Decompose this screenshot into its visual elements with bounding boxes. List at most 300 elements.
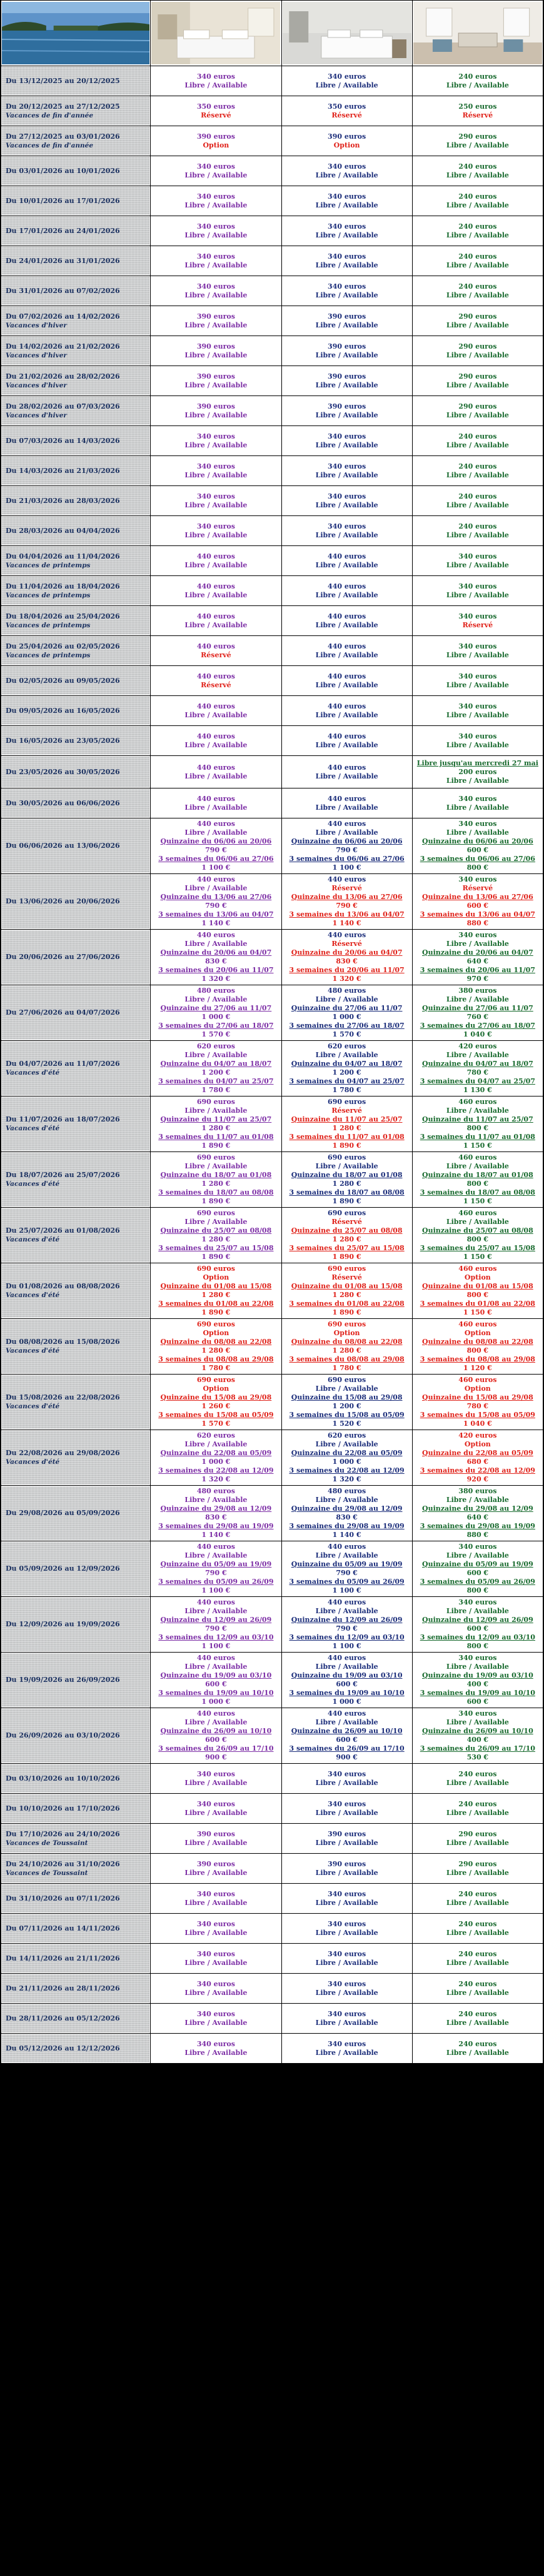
price-text: 240 euros [458,162,497,171]
stay-package-link[interactable]: Quinzaine du 25/07 au 08/08 [422,1226,533,1235]
stay-package-link[interactable]: 3 semaines du 18/07 au 08/08 [158,1188,274,1196]
price-text: 340 euros [328,1889,366,1898]
stay-package-link[interactable]: Quinzaine du 27/06 au 11/07 [291,1004,403,1012]
livingroom-photo-cell[interactable] [413,1,543,66]
stay-package-link[interactable]: 3 semaines du 25/07 au 15/08 [158,1244,274,1252]
room-1-cell [151,985,281,1040]
bedroom-photo[interactable] [151,2,280,64]
status-text: 790 € [336,1569,358,1577]
status-text: Libre / Available [184,1106,248,1115]
price-text: 440 euros [328,672,366,680]
room-1-cell [151,1597,281,1652]
room-1-cell [151,336,281,366]
price-text: 690 euros [196,1209,235,1217]
stay-package-link[interactable]: 3 semaines du 11/07 au 01/08 [158,1133,274,1141]
status-text: 400 € [466,1680,489,1688]
stay-package-link[interactable]: 3 semaines du 06/06 au 27/06 [158,855,274,863]
stay-package-link[interactable]: Quinzaine du 05/09 au 19/09 [291,1560,403,1568]
price-text: 440 euros [196,552,235,560]
status-text: Option [203,1273,229,1281]
room-2-cell [282,1914,412,1943]
bedroom2-photo[interactable] [283,2,411,64]
status-text: Libre / Available [446,261,509,269]
row-period-note: Vacances de printemps [6,651,91,659]
stay-package-link[interactable]: 3 semaines du 01/08 au 22/08 [158,1300,274,1308]
price-text: 290 euros [458,1829,497,1838]
room-2-cell [282,516,412,545]
stay-package-link[interactable]: Quinzaine du 26/09 au 10/10 [291,1727,403,1735]
status-text: Libre / Available [446,1988,509,1997]
lake-photo-cell[interactable] [1,1,150,66]
stay-package-link[interactable]: Quinzaine du 27/06 au 11/07 [160,1004,272,1012]
status-text: 1 000 € [332,1013,361,1021]
stay-package-link[interactable]: Quinzaine du 08/08 au 22/08 [422,1338,533,1346]
table-row [1,1597,543,1652]
status-text: 1 570 € [332,1030,361,1038]
status-text: Libre / Available [184,1958,248,1967]
status-text: Libre / Available [446,1218,509,1226]
price-text: 620 euros [196,1431,235,1440]
table-row [1,2034,543,2063]
room-2-cell [282,985,412,1040]
status-text: Libre / Available [446,231,509,239]
room-2-cell [282,756,412,788]
stay-package-link[interactable]: Quinzaine du 18/07 au 01/08 [422,1171,533,1179]
row-date-range: Du 25/07/2026 au 01/08/2026 [6,1226,120,1235]
row-date-range: Du 08/08/2026 au 15/08/2026 [6,1338,120,1346]
status-text: Libre / Available [446,650,509,659]
row-date-range: Du 04/07/2026 au 11/07/2026 [6,1060,120,1068]
stay-package-link[interactable]: Quinzaine du 01/08 au 15/08 [291,1282,403,1290]
stay-package-link[interactable]: Quinzaine du 25/07 au 08/08 [160,1226,272,1235]
stay-package-link[interactable]: 3 semaines du 27/06 au 18/07 [420,1022,535,1030]
room-2-cell [282,1263,412,1318]
room-1-cell [151,1486,281,1541]
room-1-cell [151,1854,281,1883]
price-text: 440 euros [328,1543,366,1551]
stay-package-link[interactable]: 3 semaines du 11/07 au 01/08 [420,1133,535,1141]
row-date-label [1,186,150,216]
status-text: 640 € [466,1513,489,1521]
status-text: 800 € [466,1346,489,1355]
stay-package-link[interactable]: 3 semaines du 29/08 au 19/09 [158,1522,274,1530]
price-text: 340 euros [458,642,497,650]
stay-package-link[interactable]: 3 semaines du 19/09 au 10/10 [289,1689,405,1697]
room-1-cell [151,1794,281,1823]
price-text: 240 euros [458,72,497,81]
stay-package-link[interactable]: 3 semaines du 26/09 au 17/10 [158,1744,274,1753]
stay-package-link[interactable]: 3 semaines du 29/08 au 19/09 [289,1522,405,1530]
price-text: 340 euros [196,1889,235,1898]
stay-package-link[interactable]: 3 semaines du 25/07 au 15/08 [420,1244,535,1252]
stay-package-link[interactable]: 3 semaines du 08/08 au 29/08 [420,1355,535,1363]
stay-package-link[interactable]: 3 semaines du 01/08 au 22/08 [420,1300,535,1308]
status-text: Libre / Available [315,1551,378,1559]
status-text: Libre / Available [315,560,378,569]
price-text: 620 euros [328,1431,366,1440]
stay-package-link[interactable]: 3 semaines du 22/08 au 12/09 [289,1466,405,1474]
row-date-label [1,636,150,665]
price-text: 240 euros [458,462,497,470]
status-text: Libre / Available [315,1808,378,1817]
stay-package-link[interactable]: 3 semaines du 05/09 au 26/09 [289,1578,405,1586]
stay-package-link[interactable]: 3 semaines du 18/07 au 08/08 [420,1188,535,1196]
stay-package-link[interactable]: Quinzaine du 06/06 au 20/06 [422,837,533,845]
status-text: 680 € [466,1458,489,1466]
stay-package-link[interactable]: 3 semaines du 15/08 au 05/09 [289,1411,405,1419]
stay-package-link[interactable]: Quinzaine du 05/09 au 19/09 [160,1560,272,1568]
stay-package-link[interactable]: 3 semaines du 27/06 au 18/07 [289,1022,405,1030]
status-text: Libre / Available [446,1051,509,1059]
stay-package-link[interactable]: 3 semaines du 20/06 au 11/07 [158,966,274,974]
price-text: 340 euros [458,1598,497,1606]
stay-package-link[interactable]: Quinzaine du 13/06 au 27/06 [291,893,403,901]
stay-package-link[interactable]: Quinzaine du 29/08 au 12/09 [422,1504,533,1513]
row-period-note: Vacances d'hiver [6,381,67,389]
price-text: 440 euros [328,931,366,939]
status-text: 600 € [336,1680,358,1688]
stay-package-link[interactable]: Quinzaine du 06/06 au 20/06 [160,837,272,845]
stay-package-link[interactable]: 3 semaines du 04/07 au 25/07 [158,1077,274,1085]
stay-package-link[interactable]: 3 semaines du 13/06 au 04/07 [420,910,535,918]
room-1-cell [151,576,281,605]
stay-package-link[interactable]: Quinzaine du 15/08 au 29/08 [291,1393,403,1401]
stay-package-link[interactable]: Quinzaine du 29/08 au 12/09 [160,1504,272,1513]
price-text: 340 euros [196,1949,235,1958]
stay-package-link[interactable]: 3 semaines du 06/06 au 27/06 [289,855,405,863]
status-text: Libre / Available [446,351,509,359]
status-text: Libre / Available [184,740,248,749]
row-date-range: Du 27/12/2025 au 03/01/2026 [6,132,120,141]
price-text: 350 euros [328,102,366,111]
room-3-cell [413,2034,543,2063]
status-text: 600 € [466,1624,489,1633]
stay-package-link[interactable]: Quinzaine du 08/08 au 22/08 [160,1338,272,1346]
status-text: Option [464,1273,491,1281]
stay-package-link[interactable]: 3 semaines du 25/07 au 15/08 [289,1244,405,1252]
table-row [1,1041,543,1096]
lake-photo[interactable] [2,2,149,64]
status-text: 790 € [336,902,358,910]
status-text: Libre / Available [184,410,248,419]
stay-package-link[interactable]: Quinzaine du 15/08 au 29/08 [160,1393,272,1401]
stay-package-link[interactable]: Quinzaine du 19/09 au 03/10 [160,1671,272,1679]
status-text: 1 140 € [332,1531,361,1539]
room-2-cell [282,546,412,575]
price-text: 390 euros [328,1859,366,1868]
row-date-range: Du 01/08/2026 au 08/08/2026 [6,1282,120,1290]
row-date-range: Du 02/05/2026 au 09/05/2026 [6,676,120,685]
row-date-label [1,1653,150,1708]
price-text: 340 euros [196,72,235,81]
status-text: Réservé [201,111,231,119]
stay-package-link[interactable]: Quinzaine du 18/07 au 01/08 [291,1171,403,1179]
status-text: Option [464,1440,491,1448]
room-3-cell [413,1764,543,1793]
status-text: Réservé [201,650,231,659]
status-text: 1 000 € [201,1013,231,1021]
price-text: 340 euros [328,72,366,81]
room-3-cell [413,788,543,818]
status-text: Libre / Available [446,776,509,785]
price-text: 240 euros [458,1949,497,1958]
status-text: Libre / Available [446,1838,509,1847]
room-3-cell [413,126,543,156]
stay-package-link[interactable]: Quinzaine du 13/06 au 27/06 [422,893,533,901]
price-text: 340 euros [458,1654,497,1662]
room-2-cell [282,2034,412,2063]
room-1-cell [151,726,281,755]
stay-package-link[interactable]: Quinzaine du 27/06 au 11/07 [422,1004,533,1012]
stay-package-link[interactable]: Quinzaine du 26/09 au 10/10 [160,1727,272,1735]
price-text: 440 euros [196,794,235,803]
status-text: Libre / Available [446,500,509,509]
stay-package-link[interactable]: Quinzaine du 22/08 au 05/09 [291,1449,403,1457]
stay-package-link[interactable]: 3 semaines du 22/08 au 12/09 [420,1466,535,1474]
price-text: 690 euros [196,1153,235,1161]
status-text: Libre / Available [184,1718,248,1726]
room-3-cell [413,366,543,395]
price-text: 240 euros [458,492,497,500]
stay-package-link[interactable]: Quinzaine du 19/09 au 03/10 [291,1671,403,1679]
status-text: 1 320 € [201,975,231,983]
row-date-range: Du 05/09/2026 au 12/09/2026 [6,1564,120,1573]
room-2-cell [282,1152,412,1207]
room-1-cell [151,666,281,695]
status-text: Libre / Available [184,772,248,780]
row-date-range: Du 15/08/2026 au 22/08/2026 [6,1393,120,1401]
price-text: 440 euros [328,875,366,883]
bedroom-photo-cell[interactable] [151,1,281,66]
room-3-cell [413,426,543,455]
stay-package-link[interactable]: Quinzaine du 13/06 au 27/06 [160,893,272,901]
stay-package-link[interactable]: Quinzaine du 01/08 au 15/08 [160,1282,272,1290]
status-text: Libre / Available [315,1162,378,1170]
stay-package-link[interactable]: 3 semaines du 12/09 au 03/10 [158,1633,274,1641]
price-text: 460 euros [458,1098,497,1106]
room-1-cell [151,276,281,306]
row-date-range: Du 04/04/2026 au 11/04/2026 [6,552,120,560]
row-period-note: Vacances d'été [6,1125,60,1132]
room-3-cell [413,1914,543,1943]
row-date-label [1,788,150,818]
stay-package-link[interactable]: 3 semaines du 12/09 au 03/10 [420,1633,535,1641]
status-text: Libre / Available [446,828,509,837]
stay-package-link[interactable]: 3 semaines du 26/09 au 17/10 [420,1744,535,1753]
stay-package-link[interactable]: 3 semaines du 15/08 au 05/09 [158,1411,274,1419]
stay-package-link[interactable]: 3 semaines du 18/07 au 08/08 [289,1188,405,1196]
stay-package-link[interactable]: Quinzaine du 22/08 au 05/09 [160,1449,272,1457]
price-text: 340 euros [458,794,497,803]
stay-package-link[interactable]: Quinzaine du 20/06 au 04/07 [160,948,272,957]
table-row [1,1430,543,1485]
stay-package-link[interactable]: Quinzaine du 12/09 au 26/09 [291,1616,403,1624]
stay-package-link[interactable]: 3 semaines du 05/09 au 26/09 [420,1578,535,1586]
status-text: 1 100 € [201,1586,231,1594]
status-text: Libre / Available [184,291,248,299]
status-text: Libre / Available [184,500,248,509]
stay-package-link[interactable]: Quinzaine du 15/08 au 29/08 [422,1393,533,1401]
price-text: 340 euros [328,522,366,530]
stay-package-link[interactable]: 3 semaines du 26/09 au 17/10 [289,1744,405,1753]
status-text: Libre / Available [315,1928,378,1937]
status-text: 1 000 € [332,1698,361,1706]
room-2-cell [282,396,412,425]
stay-package-link[interactable]: Quinzaine du 11/07 au 25/07 [160,1115,272,1123]
room-2-cell [282,1944,412,1973]
price-text: 240 euros [458,2009,497,2018]
room-3-cell [413,756,543,788]
stay-package-link[interactable]: 3 semaines du 06/06 au 27/06 [420,855,535,863]
stay-package-link[interactable]: 3 semaines du 15/08 au 05/09 [420,1411,535,1419]
row-period-note: Vacances de fin d'année [6,141,94,149]
room-1-cell [151,156,281,186]
table-row [1,1208,543,1263]
stay-package-link[interactable]: Quinzaine du 29/08 au 12/09 [291,1504,403,1513]
status-text: Libre / Available [446,1868,509,1877]
price-text: 390 euros [328,342,366,351]
stay-package-link[interactable]: Quinzaine du 26/09 au 10/10 [422,1727,533,1735]
room-2-cell [282,1794,412,1823]
room-2-cell [282,1764,412,1793]
room-2-cell [282,216,412,246]
stay-package-link[interactable]: Quinzaine du 06/06 au 20/06 [291,837,403,845]
room-2-cell [282,186,412,216]
status-text: 1 780 € [201,1364,231,1372]
stay-package-link[interactable]: 3 semaines du 12/09 au 03/10 [289,1633,405,1641]
row-date-range: Du 14/03/2026 au 21/03/2026 [6,466,120,475]
status-text: Option [203,1385,229,1393]
table-row [1,606,543,635]
price-text: 240 euros [458,2039,497,2048]
price-text: 390 euros [196,342,235,351]
stay-package-link[interactable]: 3 semaines du 11/07 au 01/08 [289,1133,405,1141]
room-1-cell [151,1208,281,1263]
stay-package-link[interactable]: Quinzaine du 01/08 au 15/08 [422,1282,533,1290]
stay-package-link[interactable]: 3 semaines du 13/06 au 04/07 [158,910,274,918]
room-3-cell [413,2004,543,2033]
stay-package-link[interactable]: 3 semaines du 20/06 au 11/07 [420,966,535,974]
row-date-label [1,1152,150,1207]
status-text: 1 000 € [201,1698,231,1706]
status-text: Libre / Available [315,740,378,749]
stay-package-link[interactable]: Quinzaine du 11/07 au 25/07 [422,1115,533,1123]
row-date-label [1,2034,150,2063]
stay-package-link[interactable]: Quinzaine du 20/06 au 04/07 [291,948,403,957]
stay-package-link[interactable]: 3 semaines du 04/07 au 25/07 [420,1077,535,1085]
stay-package-link[interactable]: 3 semaines du 22/08 au 12/09 [158,1466,274,1474]
stay-package-link[interactable]: Quinzaine du 04/07 au 18/07 [422,1060,533,1068]
status-text: 600 € [466,1698,489,1706]
stay-package-link[interactable]: Quinzaine du 05/09 au 19/09 [422,1560,533,1568]
stay-package-link[interactable]: Quinzaine du 19/09 au 03/10 [422,1671,533,1679]
price-text: 290 euros [458,372,497,380]
room-3-cell [413,516,543,545]
price-text: 340 euros [328,282,366,291]
room-3-cell [413,1794,543,1823]
stay-package-link[interactable]: 3 semaines du 20/06 au 11/07 [289,966,405,974]
room-3-cell [413,696,543,725]
stay-package-link[interactable]: Libre jusqu'au mercredi 27 mai [416,758,538,767]
stay-package-link[interactable]: 3 semaines du 19/09 au 10/10 [158,1689,274,1697]
row-date-label [1,276,150,306]
row-date-label [1,606,150,635]
stay-package-link[interactable]: 3 semaines du 01/08 au 22/08 [289,1300,405,1308]
room-3-cell [413,66,543,96]
row-period-note: Vacances d'été [6,1069,60,1077]
livingroom-photo[interactable] [413,2,542,64]
room-3-cell [413,396,543,425]
table-row [1,1708,543,1763]
room-3-cell [413,1319,543,1374]
table-row [1,516,543,545]
stay-package-link[interactable]: Quinzaine du 22/08 au 05/09 [422,1449,533,1457]
row-date-range: Du 10/01/2026 au 17/01/2026 [6,196,120,205]
price-text: 440 euros [196,582,235,590]
stay-package-link[interactable]: Quinzaine du 11/07 au 25/07 [291,1115,403,1123]
stay-package-link[interactable]: 3 semaines du 19/09 au 10/10 [420,1689,535,1697]
status-text: 790 € [336,1624,358,1633]
row-period-note: Vacances de Toussaint [6,1869,88,1877]
price-text: 440 euros [196,1654,235,1662]
table-row [1,696,543,725]
table-row [1,636,543,665]
price-text: 440 euros [328,612,366,620]
stay-package-link[interactable]: Quinzaine du 12/09 au 26/09 [422,1616,533,1624]
room-1-cell [151,1708,281,1763]
stay-package-link[interactable]: Quinzaine du 25/07 au 08/08 [291,1226,403,1235]
table-row [1,276,543,306]
status-text: Libre / Available [446,530,509,539]
room-3-cell [413,1597,543,1652]
stay-package-link[interactable]: Quinzaine du 12/09 au 26/09 [160,1616,272,1624]
status-text: Libre / Available [446,995,509,1003]
stay-package-link[interactable]: 3 semaines du 13/06 au 04/07 [289,910,405,918]
stay-package-link[interactable]: Quinzaine du 04/07 au 18/07 [160,1060,272,1068]
status-text: 800 € [466,1642,489,1650]
price-text: 340 euros [458,931,497,939]
stay-package-link[interactable]: 3 semaines du 27/06 au 18/07 [158,1022,274,1030]
room-2-cell [282,636,412,665]
price-text: 440 euros [196,732,235,740]
status-text: 1 280 € [201,1235,231,1243]
status-text: Libre / Available [446,1778,509,1787]
stay-package-link[interactable]: 3 semaines du 04/07 au 25/07 [289,1077,405,1085]
row-period-note: Vacances d'été [6,1403,60,1410]
row-date-label [1,1708,150,1763]
room-2-cell [282,1097,412,1151]
price-text: 290 euros [458,402,497,410]
room-2-cell [282,666,412,695]
row-date-range: Du 31/10/2026 au 07/11/2026 [6,1894,120,1902]
stay-package-link[interactable]: Quinzaine du 04/07 au 18/07 [291,1060,403,1068]
stay-package-link[interactable]: 3 semaines du 29/08 au 19/09 [420,1522,535,1530]
stay-package-link[interactable]: 3 semaines du 05/09 au 26/09 [158,1578,274,1586]
row-date-range: Du 28/02/2026 au 07/03/2026 [6,402,120,410]
bedroom2-photo-cell[interactable] [282,1,412,66]
stay-package-link[interactable]: Quinzaine du 18/07 au 01/08 [160,1171,272,1179]
stay-package-link[interactable]: 3 semaines du 08/08 au 29/08 [289,1355,405,1363]
row-date-label [1,1486,150,1541]
row-date-range: Du 14/02/2026 au 21/02/2026 [6,342,120,351]
stay-package-link[interactable]: Quinzaine du 08/08 au 22/08 [291,1338,403,1346]
stay-package-link[interactable]: Quinzaine du 20/06 au 04/07 [422,948,533,957]
room-1-cell [151,186,281,216]
stay-package-link[interactable]: 3 semaines du 08/08 au 29/08 [158,1355,274,1363]
status-text: 1 120 € [463,1364,492,1372]
status-text: 1 100 € [332,1642,361,1650]
status-text: Option [203,141,229,149]
